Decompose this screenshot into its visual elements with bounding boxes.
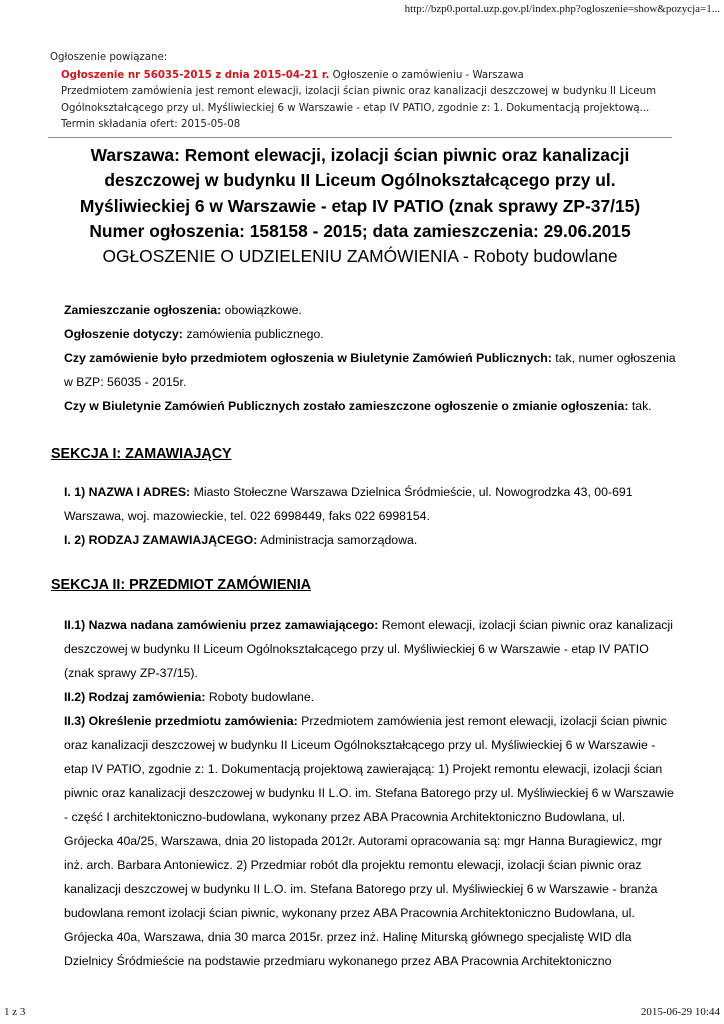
authority-name-label: I. 1) NAZWA I ADRES: [64,485,191,499]
order-name-row [64,613,676,685]
order-kind-value: Roboty budowlane. [205,690,315,704]
bzp-row [64,346,676,394]
section-2-body [64,613,676,973]
headline-line: Warszawa: Remont elewacji, izolacji ścian piwnic oraz kanalizacji [90,145,630,165]
headline-line: Myśliwieckiej 6 w Warszawie - etap IV PATIO (znak sprawy ZP-37/15) [79,195,641,216]
placement-label: Zamieszczanie ogłoszenia: [64,303,222,317]
placement-value: obowiązkowe. [221,303,302,317]
authority-type-value: Administracja samorządowa. [257,533,418,547]
related-notice [50,50,670,134]
change-row [64,394,676,418]
notice-headline [50,143,670,269]
print-datetime: 2015-06-29 10:44 [640,1006,720,1018]
order-name-value: Remont elewacji, izolacji ścian piwnic oraz kanalizacji deszczowej w budynku II Liceum Ogólnokształcącego przy ul. Myśliwieckiej 6 w Warszawie - etap IV PATIO (znak sprawy ZP-37/15). [64,618,673,680]
section-1-heading: SEKCJA I: ZAMAWIAJĄCY [51,446,232,462]
page-counter: 1 z 3 [4,1006,26,1018]
headline-line: deszczowej w budynku II Liceum Ogólnokształcącego przy ul. [104,170,616,191]
order-kind-row [64,685,676,709]
concerns-value: zamówienia publicznego. [182,327,324,341]
divider-line [48,137,672,138]
order-subject-value: Przedmiotem zamówienia jest remont elewacji, izolacji ścian piwnic oraz kanalizacji deszczowej w budynku II Liceum Ogólnokształcącego przy ul. Myśliwieckiej 6 w Warszawie - etap IV PATIO, zgodnie z: 1. Dokumentacją projektową zawierającą: 1) Projekt remontu elewacji, izolacji ścian piwnic oraz kanalizacji deszczowej w budynku II L.O. im. Stefana Batorego przy ul. Myśliwieckiej 6 w Warszawie - część I architektoniczno-budowlana, wykonany przez ABA Pracownia Architektoniczno Budowlana, ul. Grójecka 40a/25, Warszawa, dnia 20 listopada 2012r. Autorami opracowania są: mgr Hanna Buragiewicz, mgr inż. arch. Barbara Antoniewicz. 2) Przedmiar robót dla projektu remontu elewacji, izolacji ścian piwnic oraz kanalizacji deszczowej w budynku II L.O. im. Stefana Batorego przy ul. Myśliwieckiej 6 w Warszawie - branża budowlana remont izolacji ścian piwnic, wykonany przez ABA Pracownia Architektoniczno Budowlana, ul. Grójecka 40a, Warszawa, dnia 30 marca 2015r. przez inż. Halinę Miturską głównego specjalistę WID dla Dzielnicy Śródmieście na podstawie przedmiaru wykonanego przez ABA Pracownia Architektoniczno [64,714,674,968]
section-2-heading: SEKCJA II: PRZEDMIOT ZAMÓWIENIA [51,577,311,593]
notice-intro [64,298,676,418]
concerns-label: Ogłoszenie dotyczy: [64,327,183,341]
related-line: Przedmiotem zamówienia jest remont elewacji, izolacji ścian piwnic oraz kanalizacji deszczowej w budynku II Liceum [61,86,657,98]
related-deadline: Termin składania ofert: 2015-05-08 [61,119,241,131]
placement-row [64,298,676,322]
page-url: http://bzp0.portal.uzp.gov.pl/index.php?ogloszenie=show&pozycja=1... [404,3,720,15]
bzp-answer: tak, numer ogłoszenia w BZP: 56035 - 2015r. [64,351,676,389]
authority-type-label: I. 2) RODZAJ ZAMAWIAJĄCEGO: [64,533,258,547]
related-title: Ogłoszenie powiązane: [50,52,168,63]
order-subject-row [64,709,676,973]
related-notice-link[interactable]: Ogłoszenie nr 56035-2015 z dnia 2015-04-21 r. [61,69,330,81]
headline-number-date: Numer ogłoszenia: 158158 - 2015; data zamieszczenia: 29.06.2015 [89,220,631,241]
headline-subtitle: OGŁOSZENIE O UDZIELENIU ZAMÓWIENIA - Roboty budowlane [102,246,618,267]
related-line: Ogólnokształcącego przy ul. Myśliwieckiej 6 w Warszawie - etap IV PATIO, zgodnie z: 1. Dokumentacją projektową... [61,102,650,114]
change-question: Czy w Biuletynie Zamówień Publicznych zostało zamieszczone ogłoszenie o zmianie ogłoszenia: [64,399,629,413]
related-link-line [61,68,670,85]
authority-type-row [64,528,676,552]
order-name-label: II.1) Nazwa nadana zamówieniu przez zamawiającego: [64,618,379,632]
contracting-authority-row [64,480,676,528]
concerns-row [64,322,676,346]
order-kind-label: II.2) Rodzaj zamówienia: [64,690,206,704]
order-subject-label: II.3) Określenie przedmiotu zamówienia: [64,714,298,728]
authority-name-value: Miasto Stołeczne Warszawa Dzielnica Śródmieście, ul. Nowogrodzka 43, 00-691 Warszawa, woj. mazowieckie, tel. 022 6998449, faks 022 6998154. [64,485,633,523]
change-answer: tak. [628,399,652,413]
related-body [50,68,670,134]
section-1-body [64,480,676,552]
bzp-question: Czy zamówienie było przedmiotem ogłoszenia w Biuletynie Zamówień Publicznych: [64,351,552,365]
related-link-rest: Ogłoszenie o zamówieniu - Warszawa [329,69,524,81]
